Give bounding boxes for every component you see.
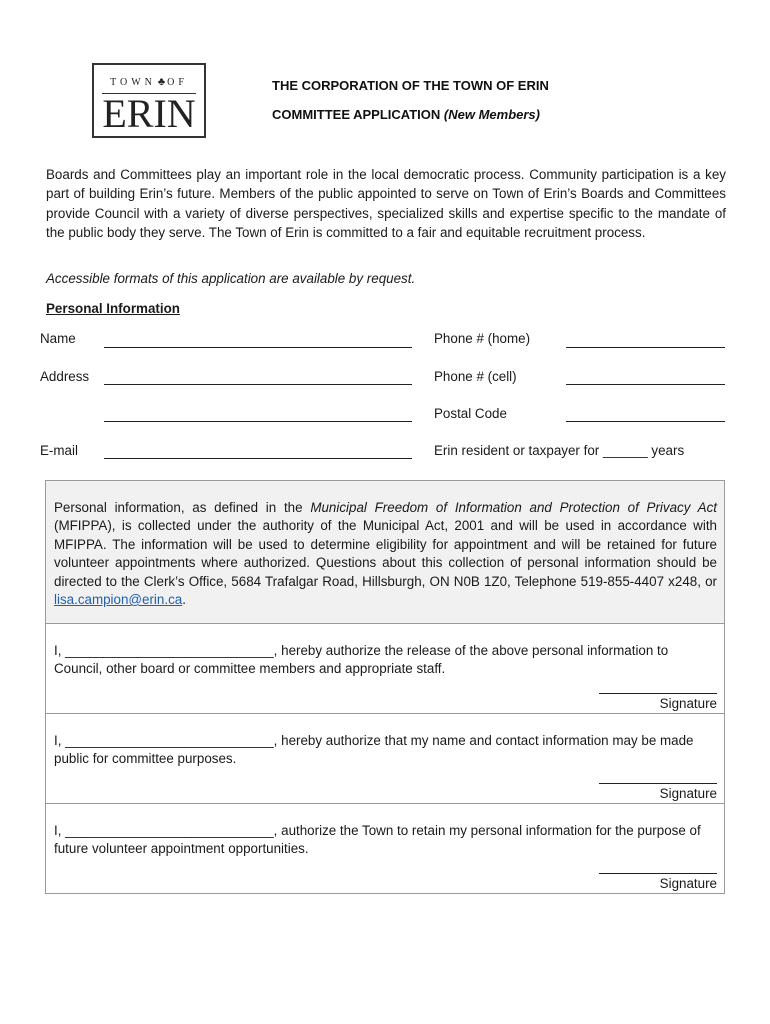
corporation-title: THE CORPORATION OF THE TOWN OF ERIN (272, 78, 549, 93)
logo-erin-text: ERIN (102, 91, 196, 136)
authorization-retain-text: I, ____________________________, authorize the Town to retain my personal information for the purpose of future volunteer appointment opportunities. (54, 823, 701, 857)
town-logo (92, 63, 206, 138)
signature-field-public[interactable] (599, 783, 717, 784)
postal-code-field[interactable] (566, 421, 725, 422)
tree-icon: ♣ (157, 76, 166, 88)
signature-field-release[interactable] (599, 693, 717, 694)
authorization-release-box (45, 623, 725, 714)
personal-info-heading: Personal Information (46, 301, 180, 316)
resident-years-field[interactable]: Erin resident or taxpayer for ______ years (434, 443, 685, 458)
name-label: Name (40, 331, 76, 346)
phone-home-label: Phone # (home) (434, 331, 531, 346)
privacy-notice-box (45, 480, 725, 624)
postal-code-label: Postal Code (434, 406, 507, 421)
signature-label: Signature (659, 786, 717, 801)
signature-label: Signature (659, 696, 717, 711)
clerk-email-link[interactable]: lisa.campion@erin.ca (54, 592, 183, 608)
signature-field-retain[interactable] (599, 873, 717, 874)
address-field-line1[interactable] (104, 384, 412, 385)
intro-paragraph: Boards and Committees play an important role in the local democratic process. Community participation is a key part of building Erin’s future. Members of the public appointed to serve on Town of Erin’s Boards and Committees provide Council with a variety of diverse perspectives, specialized skills and expertise specific to the mandate of the public body they serve. The Town of Erin is committed to a fair and equitable recruitment process. (46, 167, 726, 240)
authorization-public-text: I, ____________________________, hereby authorize that my name and contact information may be made public for committee purposes. (54, 733, 694, 767)
phone-cell-label: Phone # (cell) (434, 369, 517, 384)
phone-cell-field[interactable] (566, 384, 725, 385)
logo-town-text: TOWN ♣ OF (110, 76, 188, 88)
privacy-notice-text: Personal information, as defined in the Municipal Freedom of Information and Protection of Privacy Act (MFIPPA), is collected under the authority of the Municipal Act, 2001 and will be used in accordance with MFIPPA. The information will be used to determine eligibility for appointment and will be retained for future volunteer appointments where authorized. Questions about this collection of personal information should be directed to the Clerk’s Office, 5684 Trafalgar Road, Hillsburgh, ON N0B 1Z0, Telephone 519-855-4407 x248, or lisa.campion@erin.ca. (54, 500, 717, 608)
phone-home-field[interactable] (566, 347, 725, 348)
application-title: COMMITTEE APPLICATION (New Members) (272, 107, 540, 122)
authorization-public-box (45, 713, 725, 804)
name-field[interactable] (104, 347, 412, 348)
email-label: E-mail (40, 443, 78, 458)
authorization-retain-box (45, 803, 725, 894)
address-field-line2[interactable] (104, 421, 412, 422)
address-label: Address (40, 369, 90, 384)
signature-label: Signature (659, 876, 717, 891)
authorization-release-text: I, ____________________________, hereby authorize the release of the above personal information to Council, other board or committee members and appropriate staff. (54, 643, 669, 677)
email-field[interactable] (104, 458, 412, 459)
accessible-formats-note: Accessible formats of this application are available by request. (46, 271, 416, 286)
